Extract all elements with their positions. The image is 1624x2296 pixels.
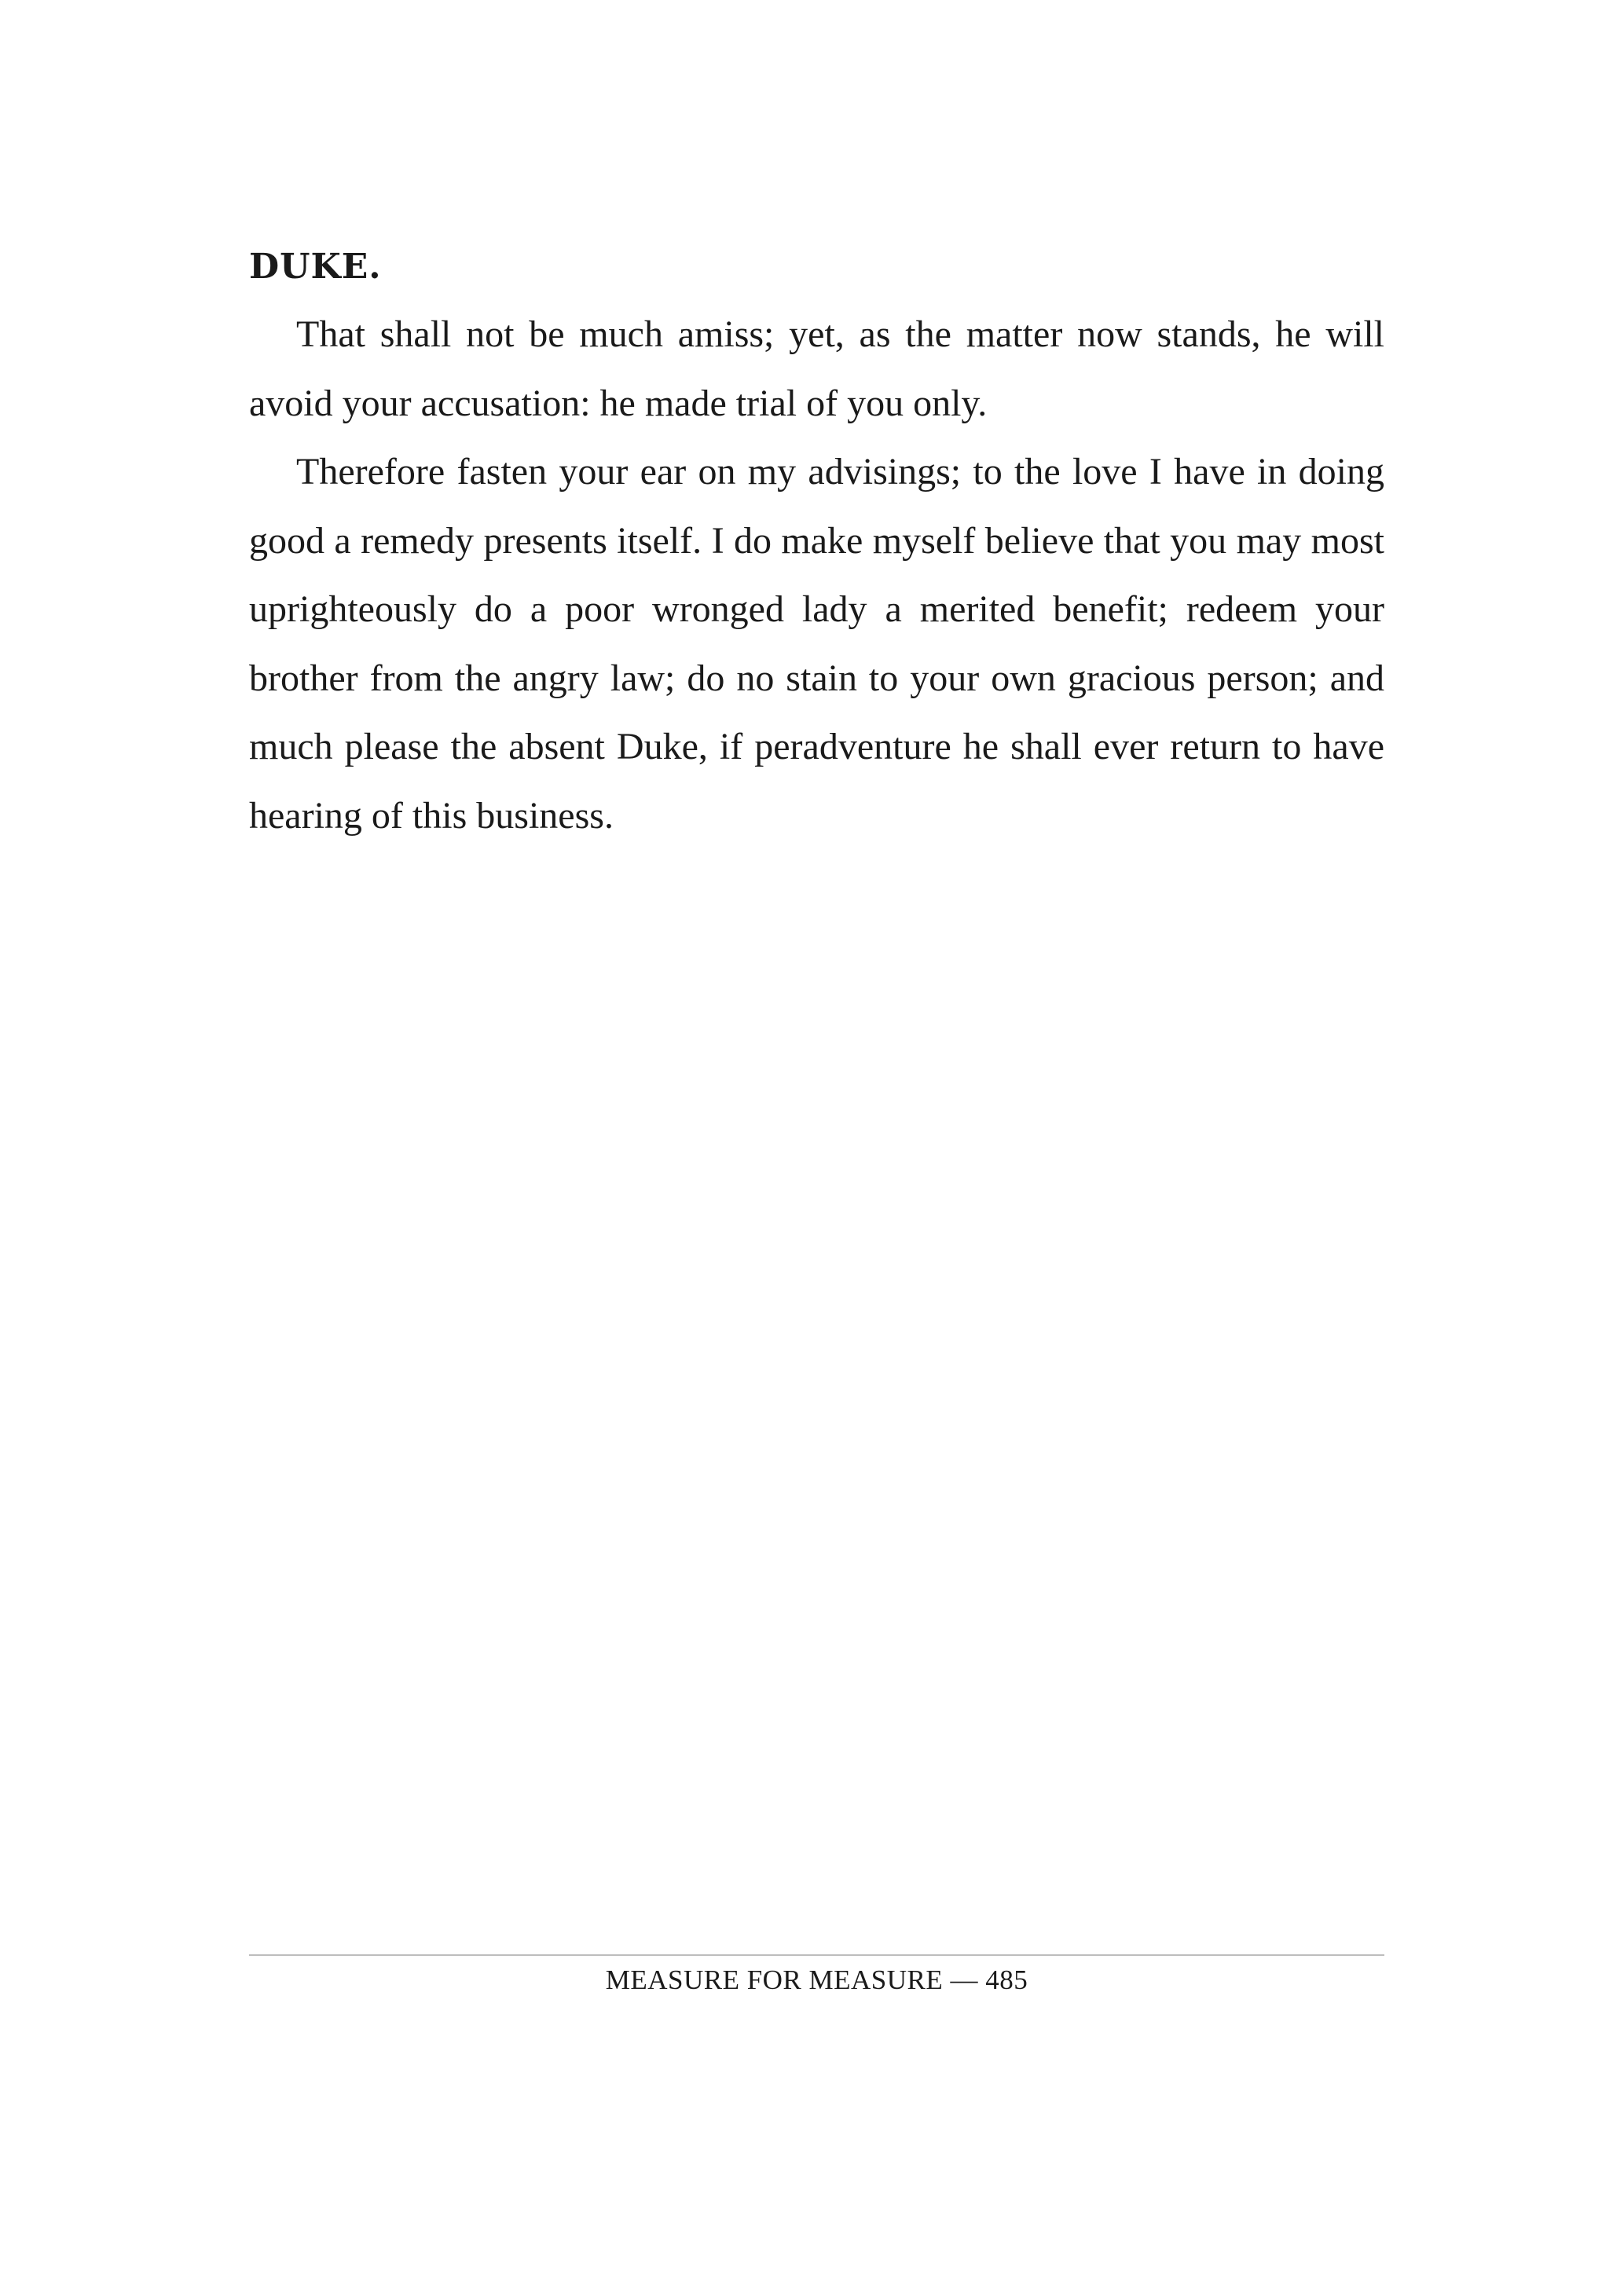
- speech-paragraph: That shall not be much amiss; yet, as the matter now stands, he will avoid your accusation: he made trial of you only.: [249, 313, 1384, 424]
- speaker-name: DUKE.: [249, 247, 382, 287]
- speech-block: [249, 236, 1384, 850]
- speech-paragraph: Therefore fasten your ear on my advisings; to the love I have in doing good a remedy presents itself. I do make myself believe that you may most uprighteously do a poor wronged lady a merited benefit; redeem your brother from the angry law; do no stain to your own gracious person; and much please the absent Duke, if peradventure he shall ever return to have hearing of this business.: [249, 451, 1384, 837]
- footer-divider: [249, 1954, 1384, 1956]
- running-footer: MEASURE FOR MEASURE — 485: [605, 1965, 1028, 1995]
